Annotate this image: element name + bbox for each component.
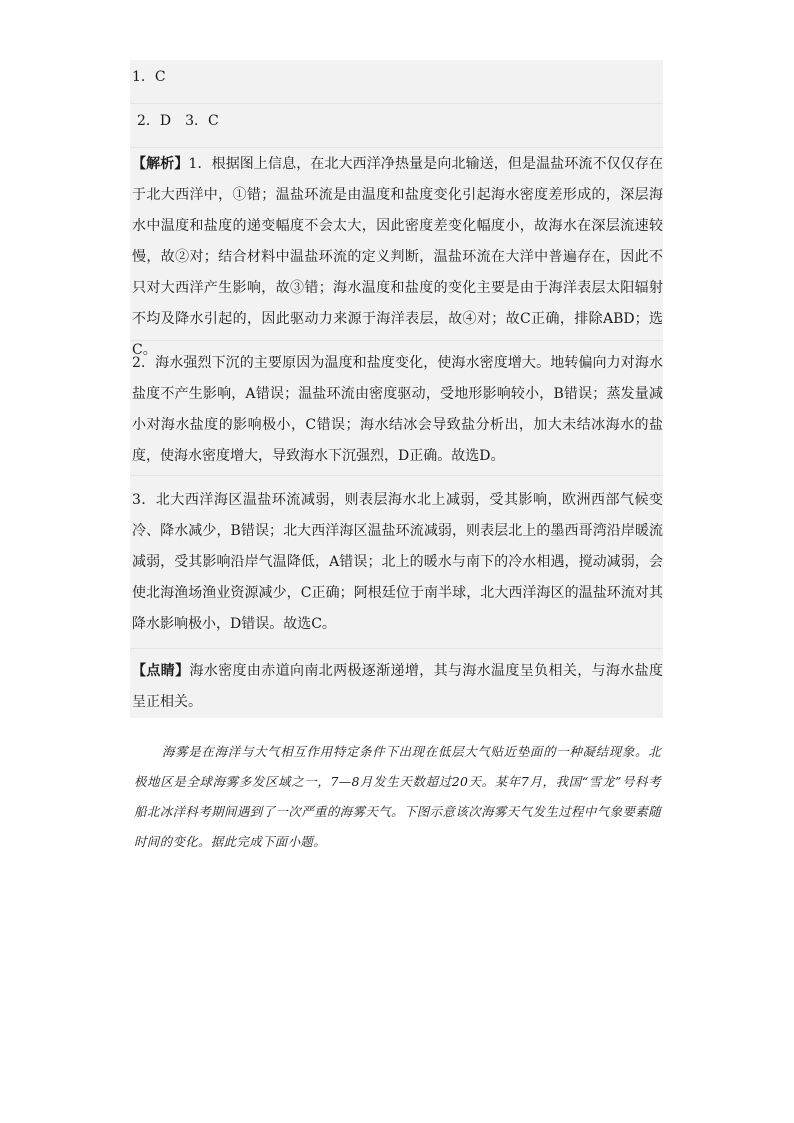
answer-line-1: 1．C bbox=[132, 69, 166, 85]
answer-line-2: 2．D 3．C bbox=[137, 113, 219, 129]
divider bbox=[130, 340, 663, 341]
answer-panel bbox=[130, 60, 663, 718]
divider bbox=[130, 147, 663, 148]
analysis-tag: 【解析】 bbox=[132, 156, 189, 172]
divider bbox=[130, 103, 663, 104]
analysis-paragraph-3: 3．北大西洋海区温盐环流减弱，则表层海水北上减弱，受其影响，欧洲西部气候变冷、降水减少，B错误；北大西洋海区温盐环流减弱，则表层北上的墨西哥湾沿岸暖流减弱，受其影响沿岸气温降低，A错误；北上的暖水与南下的冷水相遇，搅动减弱，会使北海渔场渔业资源减少，C正确；阿根廷位于南半球，北大西洋海区的温盐环流对其降水影响极小，D错误。故选C。 bbox=[132, 492, 663, 632]
material-paragraph: 海雾是在海洋与大气相互作用特定条件下出现在低层大气贴近垫面的一种凝结现象。北极地区是全球海雾多发区域之一，7—8月发生天数超过20天。某年7月，我国“雪龙”号科考船北冰洋科考期间遇到了一次严重的海雾天气。下图示意该次海雾天气发生过程中气象要素随时间的变化。据此完成下面小题。 bbox=[134, 744, 661, 849]
divider bbox=[130, 648, 663, 649]
divider bbox=[130, 475, 663, 476]
analysis-paragraph-2: 2．海水强烈下沉的主要原因为温度和盐度变化，使海水密度增大。地转偏向力对海水盐度不产生影响，A错误；温盐环流由密度驱动，受地形影响较小，B错误；蒸发量减小对海水盐度的影响极小，C错误；海水结冰会导致盐分析出，加大未结冰海水的盐度，使海水密度增大，导致海水下沉强烈，D正确。故选D。 bbox=[132, 355, 663, 464]
comment-paragraph bbox=[132, 656, 663, 718]
comment-text: 海水密度由赤道向南北两极逐渐递增，其与海水温度呈负相关，与海水盐度呈正相关。 bbox=[132, 663, 664, 710]
analysis-text-1: 1．根据图上信息，在北大西洋净热量是向北输送，但是温盐环流不仅仅存在于北大西洋中，①错；温盐环流是由温度和盐度变化引起海水密度差形成的，深层海水中温度和盐度的递变幅度不会太大，因此密度差变化幅度小，故海水在深层流速较慢，故②对；结合材料中温盐环流的定义判断，温盐环流在大洋中普遍存在，因此不只对大西洋产生影响，故③错；海水温度和盐度的变化主要是由于海洋表层太阳辐射不均及降水引起的，因此驱动力来源于海洋表层，故④对；故C正确，排除ABD；选C。 bbox=[132, 156, 664, 358]
comment-tag: 【点睛】 bbox=[132, 663, 190, 679]
analysis-paragraph-1 bbox=[132, 149, 663, 366]
